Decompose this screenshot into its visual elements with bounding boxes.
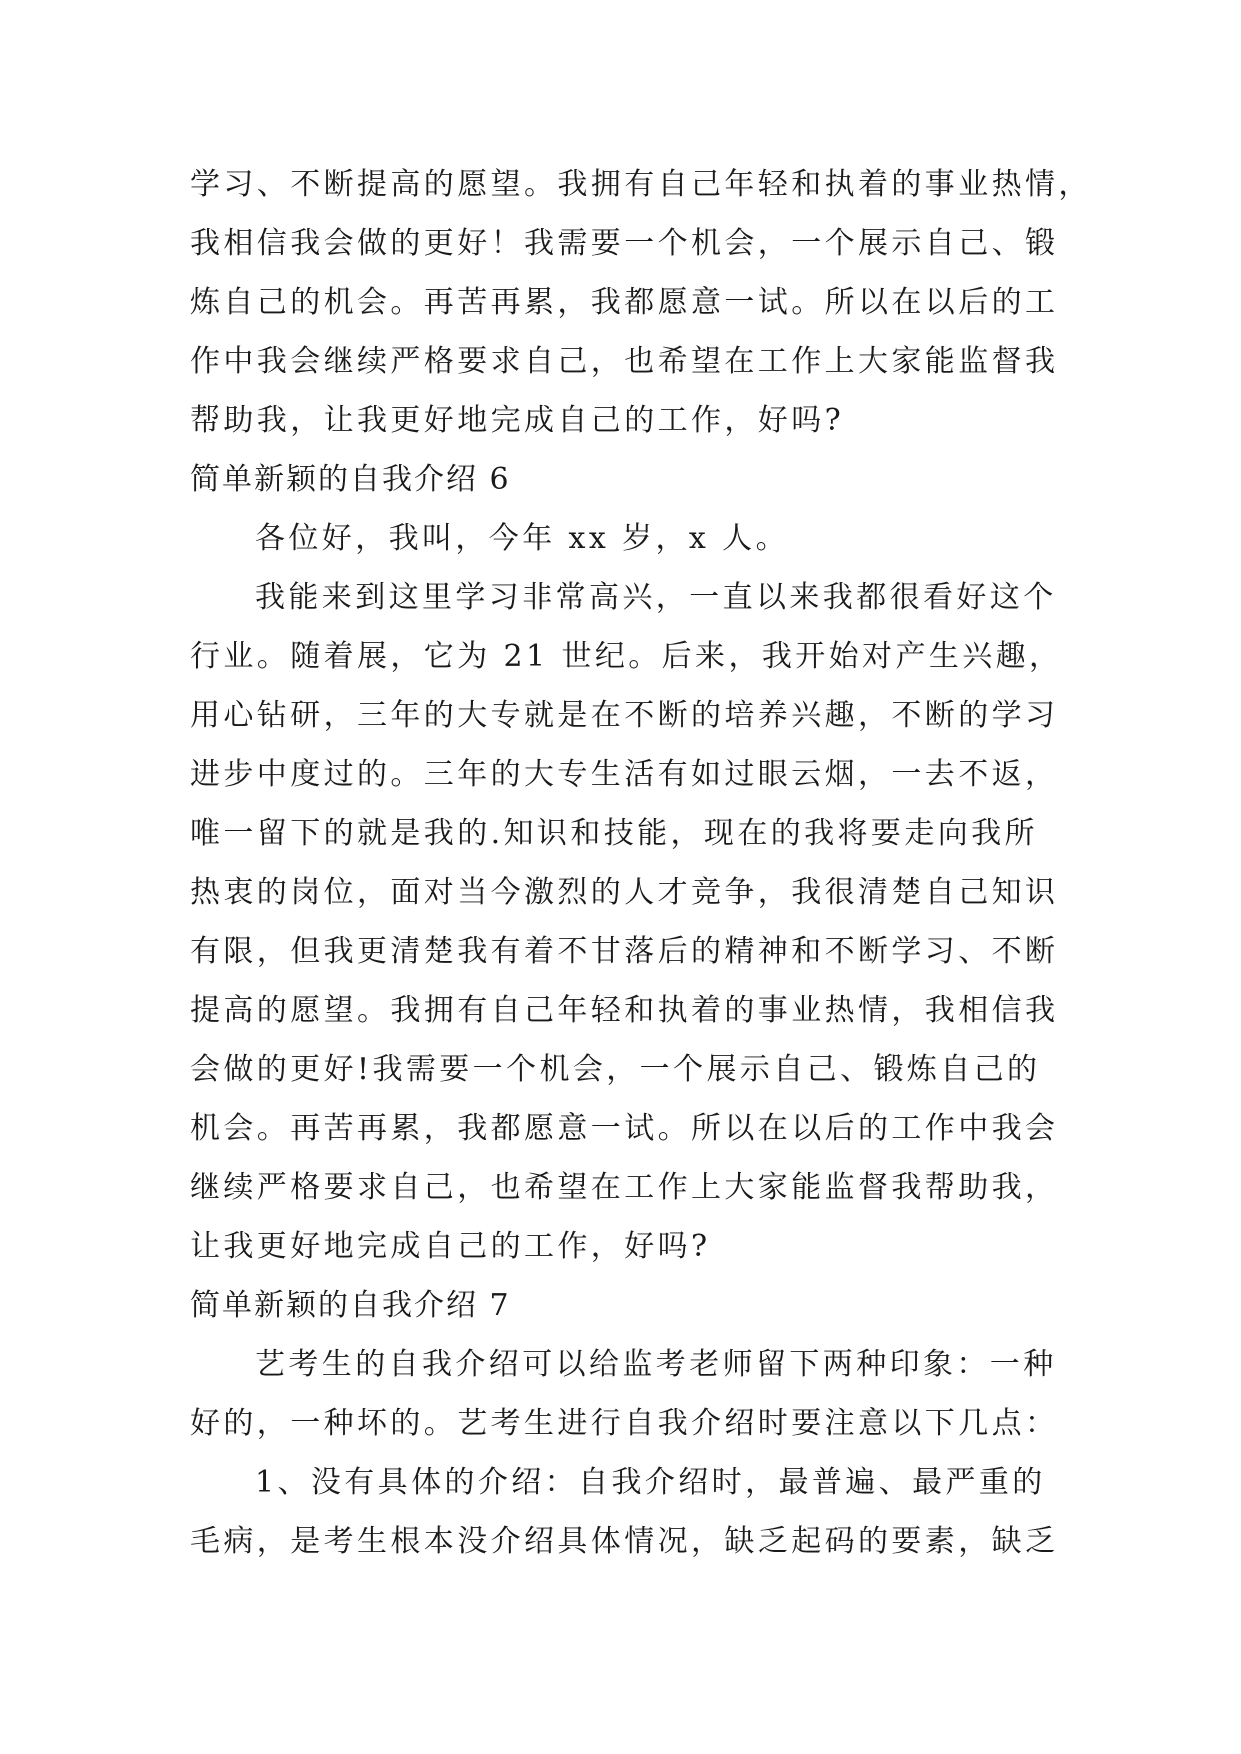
paragraph-line: 各位好，我叫，今年 xx 岁，x 人。: [255, 521, 789, 556]
paragraph-line: 我能来到这里学习非常高兴，一直以来我都很看好这个: [255, 580, 1057, 615]
paragraph-line: 用心钻研，三年的大专就是在不断的培养兴趣，不断的学习: [190, 698, 1059, 733]
paragraph-line: 热衷的岗位，面对当今激烈的人才竞争，我很清楚自己知识: [190, 875, 1059, 910]
paragraph-line: 会做的更好!我需要一个机会，一个展示自己、锻炼自己的: [190, 1052, 1041, 1087]
paragraph-line: 行业。随着展，它为 21 世纪。后来，我开始对产生兴趣，: [190, 639, 1063, 674]
document-body: [190, 155, 1092, 1571]
section-heading: 简单新颖的自我介绍 7: [190, 1288, 511, 1323]
paragraph-line: 唯一留下的就是我的.知识和技能，现在的我将要走向我所: [190, 816, 1038, 851]
paragraph-line: 帮助我，让我更好地完成自己的工作，好吗?: [190, 403, 845, 438]
paragraph-line: 我相信我会做的更好！我需要一个机会，一个展示自己、锻: [190, 226, 1059, 261]
paragraph-line: 1、没有具体的介绍：自我介绍时，最普遍、最严重的: [255, 1465, 1046, 1500]
section-heading: 简单新颖的自我介绍 6: [190, 462, 511, 497]
paragraph-line: 提高的愿望。我拥有自己年轻和执着的事业热情，我相信我: [190, 993, 1059, 1028]
paragraph-line: 有限，但我更清楚我有着不甘落后的精神和不断学习、不断: [190, 934, 1059, 969]
paragraph-line: 学习、不断提高的愿望。我拥有自己年轻和执着的事业热情，: [190, 167, 1092, 202]
paragraph-line: 继续严格要求自己，也希望在工作上大家能监督我帮助我，: [190, 1170, 1059, 1205]
paragraph-line: 毛病，是考生根本没介绍具体情况，缺乏起码的要素，缺乏: [190, 1524, 1059, 1559]
paragraph-line: 艺考生的自我介绍可以给监考老师留下两种印象：一种: [255, 1347, 1057, 1382]
paragraph-line: 作中我会继续严格要求自己，也希望在工作上大家能监督我: [190, 344, 1059, 379]
paragraph-line: 机会。再苦再累，我都愿意一试。所以在以后的工作中我会: [190, 1111, 1059, 1146]
paragraph-line: 好的，一种坏的。艺考生进行自我介绍时要注意以下几点：: [190, 1406, 1059, 1441]
paragraph-line: 炼自己的机会。再苦再累，我都愿意一试。所以在以后的工: [190, 285, 1059, 320]
paragraph-line: 进步中度过的。三年的大专生活有如过眼云烟，一去不返，: [190, 757, 1059, 792]
paragraph-line: 让我更好地完成自己的工作，好吗?: [190, 1229, 711, 1264]
